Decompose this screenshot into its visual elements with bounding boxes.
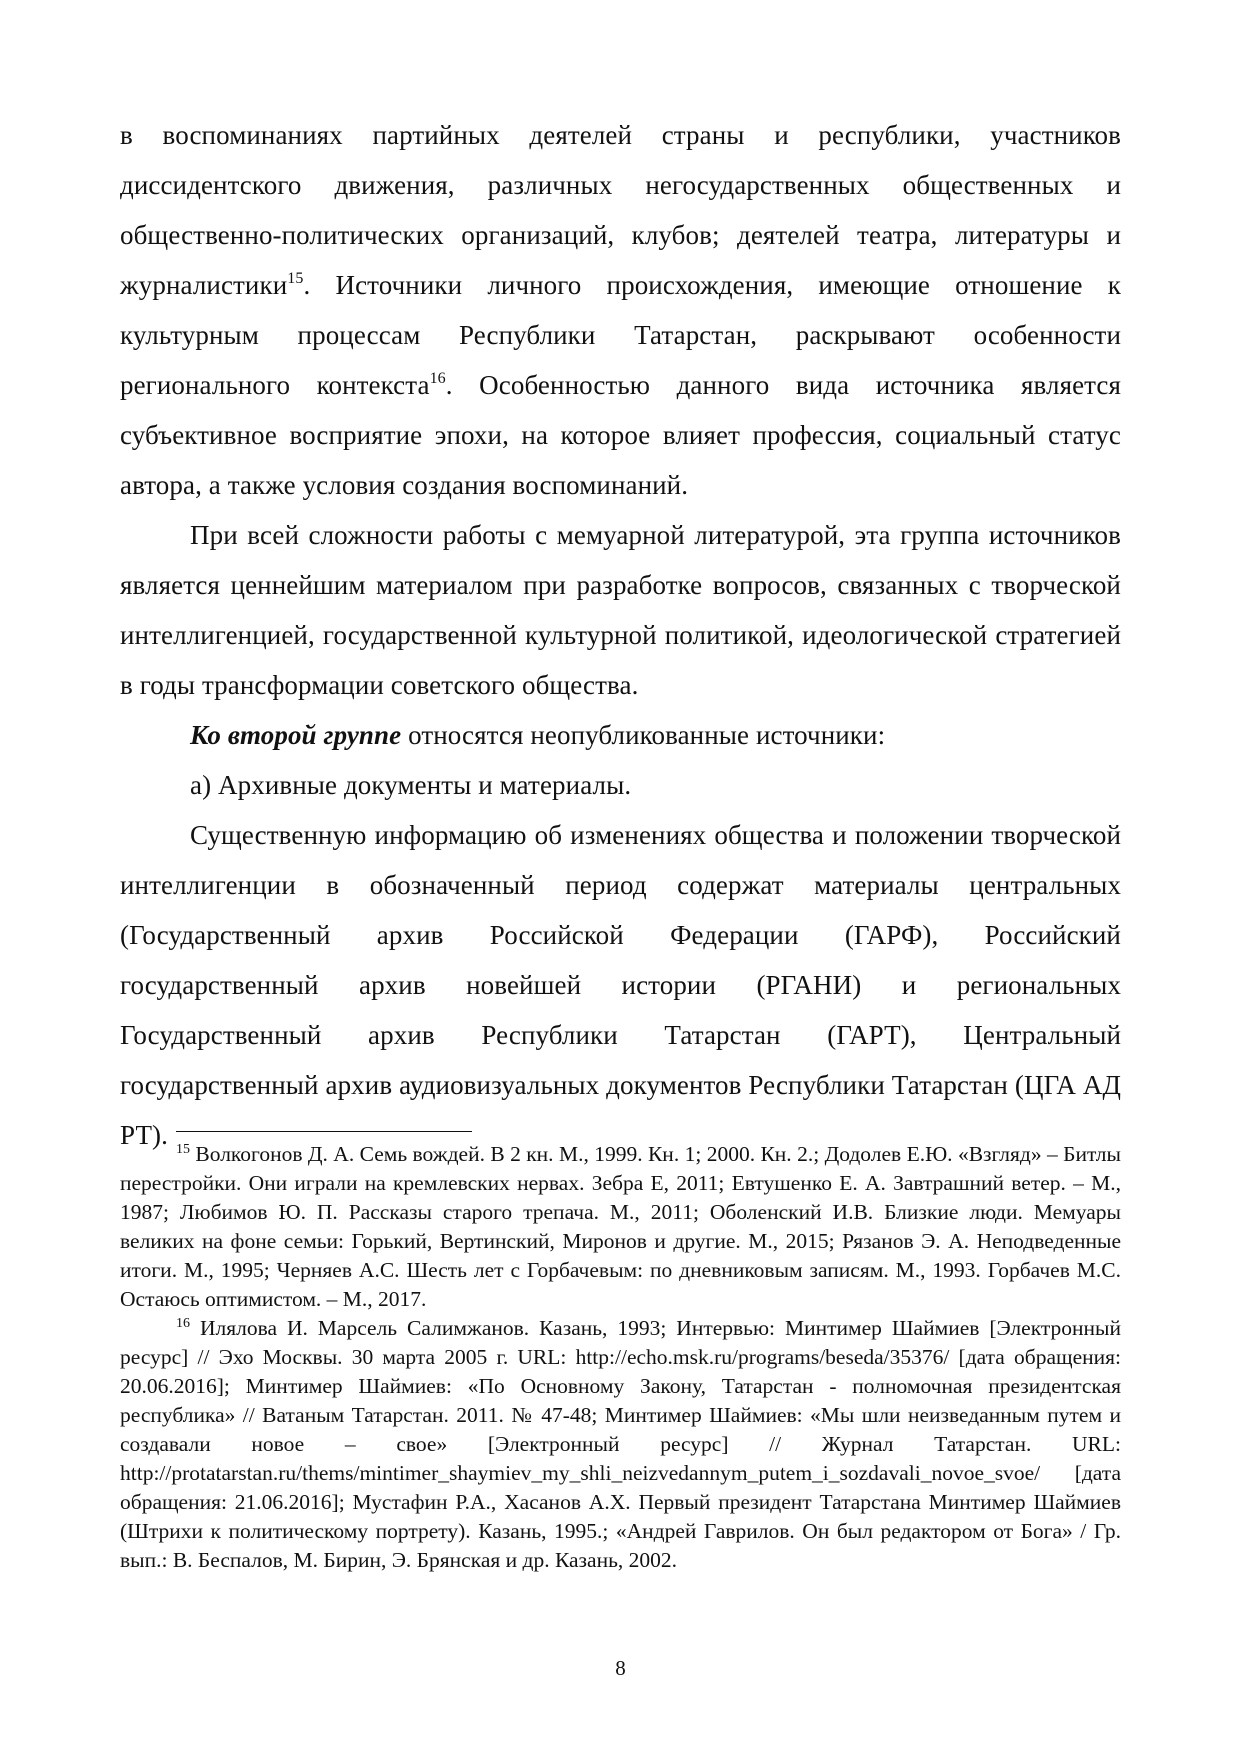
text-span: в воспоминаниях партийных деятелей страны и республики, участников диссидентского движения, различных негосударственных общественных и общественно-политических организаций, клубов; деятелей театра, литературы и журналистики (120, 120, 1121, 300)
footnote-ref-16[interactable]: 16 (429, 370, 446, 387)
footnote-separator (176, 1131, 472, 1132)
paragraph-second-group (120, 710, 1121, 760)
text-span: . Особенностью данного вида источника является субъективное восприятие эпохи, на которое влияет профессия, социальный статус автора, а также условия создания воспоминаний. (120, 370, 1121, 500)
text-span: относятся неопубликованные источники: (401, 720, 886, 750)
main-text (120, 110, 1121, 1160)
footnote-text: Илялова И. Марсель Салимжанов. Казань, 1993; Интервью: Минтимер Шаймиев [Электронный ресурс] // Эхо Москвы. 30 марта 2005 г. URL: http://echo.msk.ru/programs/beseda/35376/ [дата обращения: 20.06.2016]; Минтимер Шаймиев: «По Основному Закону, Татарстан - полномочная президентская республика» // Ватаным Татарстан. 2011. № 47-48; Минтимер Шаймиев: «Мы шли неизведанным путем и создавали новое – свое» [Электронный ресурс] // Журнал Татарстан. URL: http://protatarstan.ru/thems/mintimer_shaymiev_my_shli_neizvedannym_putem_i_sozdavali_novoe_svoe/ [дата обращения: 21.06.2016]; Мустафин Р.А., Хасанов А.Х. Первый президент Татарстана Минтимер Шаймиев (Штрихи к политическому портрету). Казань, 1995.; «Андрей Гаврилов. Он был редактором от Бога» / Гр. вып.: В. Беспалов, М. Бирин, Э. Брянская и др. Казань, 2002. (120, 1316, 1121, 1572)
paragraph-memoir-value: При всей сложности работы с мемуарной литературой, эта группа источников является ценнейшим материалом при разработке вопросов, связанных с творческой интеллигенцией, государственной культурной политикой, идеологической стратегией в годы трансформации советского общества. (120, 520, 1121, 700)
footnote-16 (120, 1314, 1121, 1575)
text-span: . Источники личного происхождения, имеющие отношение к культурным процессам Республики Татарстан, раскрывают особенности регионального контекста (120, 270, 1121, 400)
footnote-ref-15[interactable]: 15 (287, 270, 304, 287)
footnote-number: 15 (176, 1142, 190, 1157)
footnotes (120, 1140, 1121, 1575)
footnote-15 (120, 1140, 1121, 1314)
emphasis-second-group: Ко второй группе (190, 720, 402, 750)
paragraph-memoirs (120, 110, 1121, 510)
footnote-text: Волкогонов Д. А. Семь вождей. В 2 кн. М., 1999. Кн. 1; 2000. Кн. 2.; Додолев Е.Ю. «Взгляд» – Битлы перестройки. Они играли на кремлевских нервах. Зебра Е, 2011; Евтушенко Е. А. Завтрашний ветер. – М., 1987; Любимов Ю. П. Рассказы старого трепача. М., 2011; Оболенский И.В. Близкие люди. Мемуары великих на фоне семьи: Горький, Вертинский, Миронов и другие. М., 2015; Рязанов Э. А. Неподведенные итоги. М., 1995; Черняев А.С. Шесть лет с Горбачевым: по дневниковым записям. М., 1993. Горбачев М.С. Остаюсь оптимистом. – М., 2017. (120, 1142, 1121, 1311)
paragraph-archives: Существенную информацию об изменениях общества и положении творческой интеллигенции в обозначенный период содержат материалы центральных (Государственный архив Российской Федерации (ГАРФ), Российский государственный архив новейшей истории (РГАНИ) и региональных Государственный архив Республики Татарстан (ГАРТ), Центральный государственный архив аудиовизуальных документов Республики Татарстан (ЦГА АД РТ). (120, 820, 1121, 1150)
paragraph-archive-heading: а) Архивные документы и материалы. (190, 770, 632, 800)
page-number: 8 (615, 1656, 626, 1680)
footnote-number: 16 (176, 1316, 190, 1331)
